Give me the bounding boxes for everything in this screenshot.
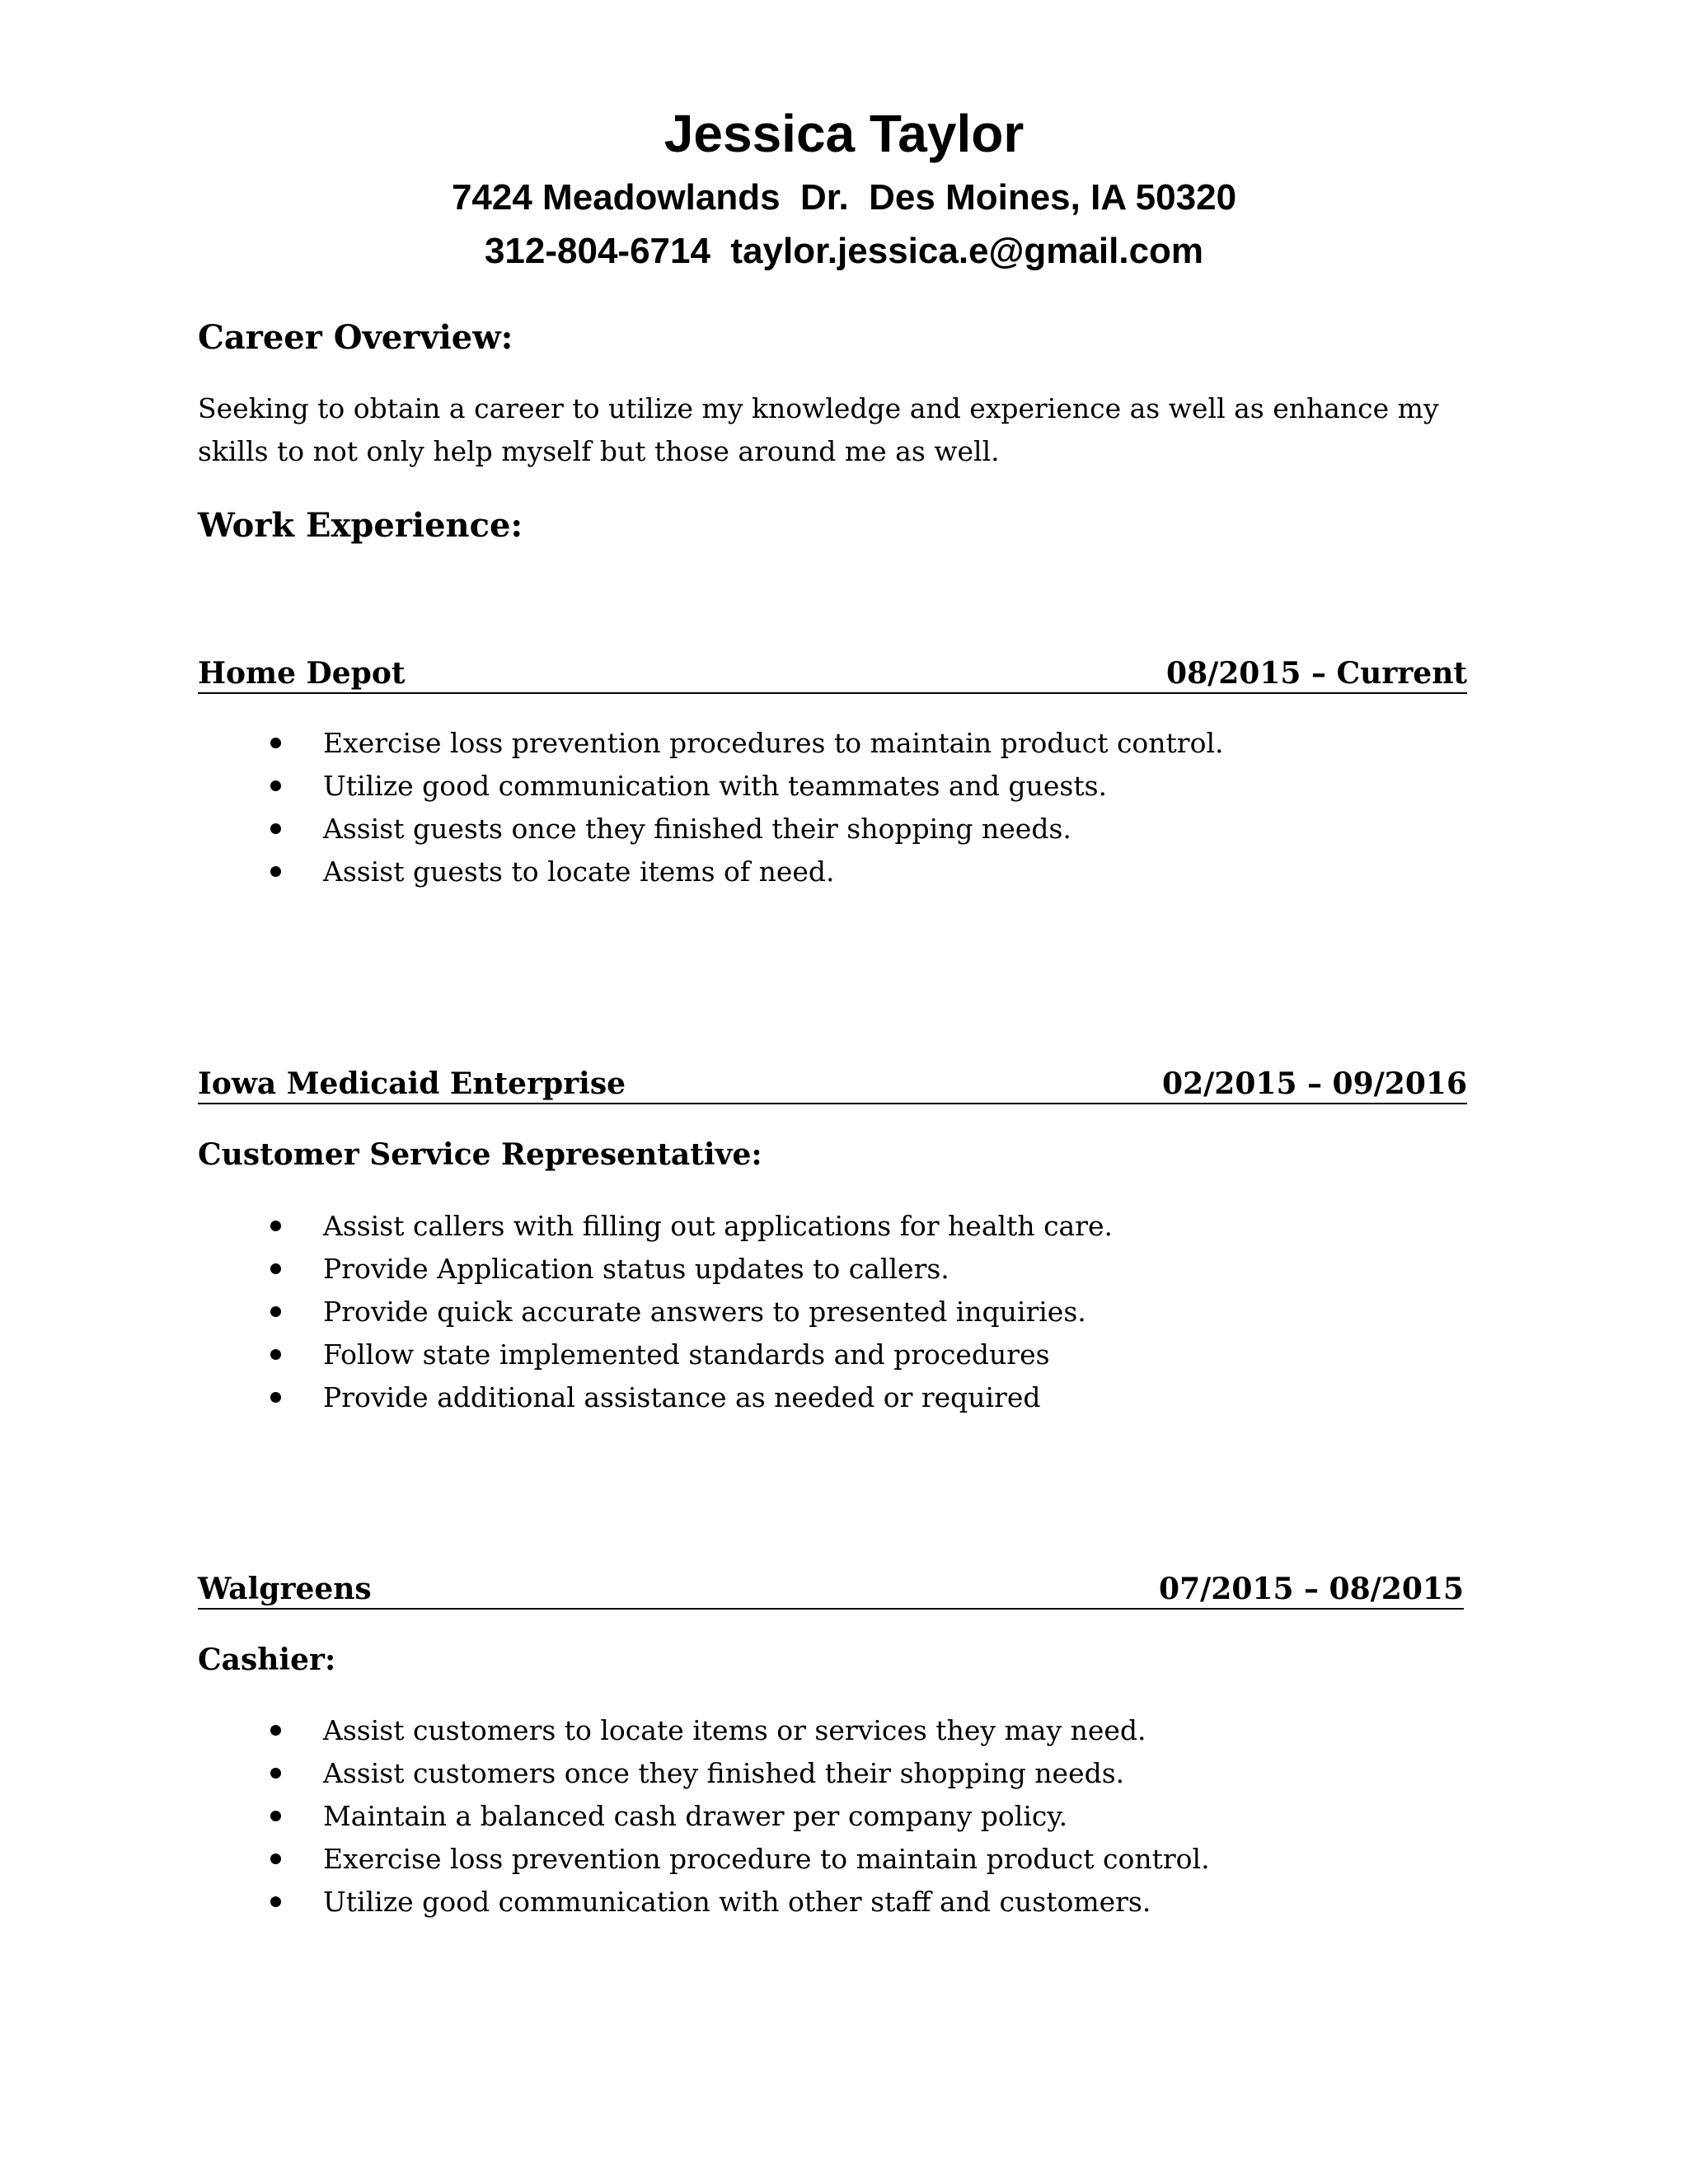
career-overview-heading: Career Overview: — [198, 318, 513, 357]
bullet-icon — [270, 1306, 281, 1317]
list-item — [323, 722, 1477, 765]
duty-text: Maintain a balanced cash drawer per company policy. — [323, 1800, 1068, 1832]
bullet-icon — [270, 1854, 281, 1864]
list-item — [323, 1291, 1477, 1333]
duty-text: Assist guests once they finished their shopping needs. — [323, 813, 1071, 845]
duty-text: Assist callers with filling out applications for health care. — [323, 1210, 1114, 1242]
phone-email-line: 312-804-6714 taylor.jessica.e@gmail.com — [484, 231, 1204, 271]
bullet-icon — [270, 1263, 281, 1274]
list-item — [323, 1795, 1477, 1838]
list-item — [323, 765, 1477, 808]
list-item — [323, 1205, 1477, 1248]
job-header-iowa-medicaid — [198, 1063, 1467, 1104]
bullet-icon — [270, 1725, 281, 1736]
duties-list-home-depot — [323, 722, 1477, 893]
bullet-icon — [270, 1896, 281, 1907]
duties-list-iowa-medicaid — [323, 1205, 1477, 1419]
duty-text: Utilize good communication with other staff and customers. — [323, 1886, 1151, 1918]
list-item — [323, 1752, 1477, 1795]
applicant-name: Jessica Taylor — [663, 104, 1025, 163]
duty-text: Exercise loss prevention procedures to maintain product control. — [323, 727, 1224, 759]
career-overview-text: Seeking to obtain a career to utilize my knowledge and experience as well as enhance my skills to not only help myself but those around me as well. — [198, 392, 1439, 467]
bullet-icon — [270, 823, 281, 834]
duty-text: Provide quick accurate answers to presented inquiries. — [323, 1296, 1086, 1328]
bullet-icon — [270, 780, 281, 791]
job-role: Customer Service Representative: — [198, 1137, 762, 1172]
duty-text: Assist customers once they finished their shopping needs. — [323, 1757, 1125, 1789]
bullet-icon — [270, 1392, 281, 1403]
duty-text: Assist customers to locate items or services they may need. — [323, 1714, 1146, 1746]
employment-dates: 02/2015 – 09/2016 — [1162, 1066, 1467, 1101]
list-item — [323, 851, 1477, 893]
job-header-walgreens — [198, 1568, 1464, 1610]
duty-text: Provide additional assistance as needed or required — [323, 1381, 1041, 1413]
job-header-home-depot — [198, 653, 1467, 694]
company-name: Iowa Medicaid Enterprise — [198, 1066, 626, 1101]
work-experience-heading: Work Experience: — [198, 506, 523, 545]
duty-text: Follow state implemented standards and procedures — [323, 1338, 1050, 1371]
duty-text: Assist guests to locate items of need. — [323, 855, 835, 888]
bullet-icon — [270, 1811, 281, 1821]
list-item — [323, 1881, 1477, 1924]
duties-list-walgreens — [323, 1709, 1477, 1924]
duty-text: Utilize good communication with teammates and guests. — [323, 770, 1108, 802]
company-name: Walgreens — [198, 1572, 372, 1606]
employment-dates: 07/2015 – 08/2015 — [1159, 1572, 1464, 1606]
list-item — [323, 1838, 1477, 1881]
list-item — [323, 1376, 1477, 1419]
bullet-icon — [270, 738, 281, 748]
duty-text: Exercise loss prevention procedure to maintain product control. — [323, 1843, 1210, 1875]
company-name: Home Depot — [198, 656, 406, 691]
employment-dates: 08/2015 – Current — [1166, 656, 1467, 691]
list-item — [323, 808, 1477, 851]
list-item — [323, 1248, 1477, 1291]
bullet-icon — [270, 1768, 281, 1779]
duty-text: Provide Application status updates to callers. — [323, 1253, 950, 1285]
bullet-icon — [270, 1221, 281, 1231]
list-item — [323, 1709, 1477, 1752]
job-role: Cashier: — [198, 1643, 336, 1677]
list-item — [323, 1333, 1477, 1376]
address-line: 7424 Meadowlands Dr. Des Moines, IA 50320 — [451, 177, 1237, 218]
bullet-icon — [270, 1349, 281, 1360]
bullet-icon — [270, 866, 281, 877]
